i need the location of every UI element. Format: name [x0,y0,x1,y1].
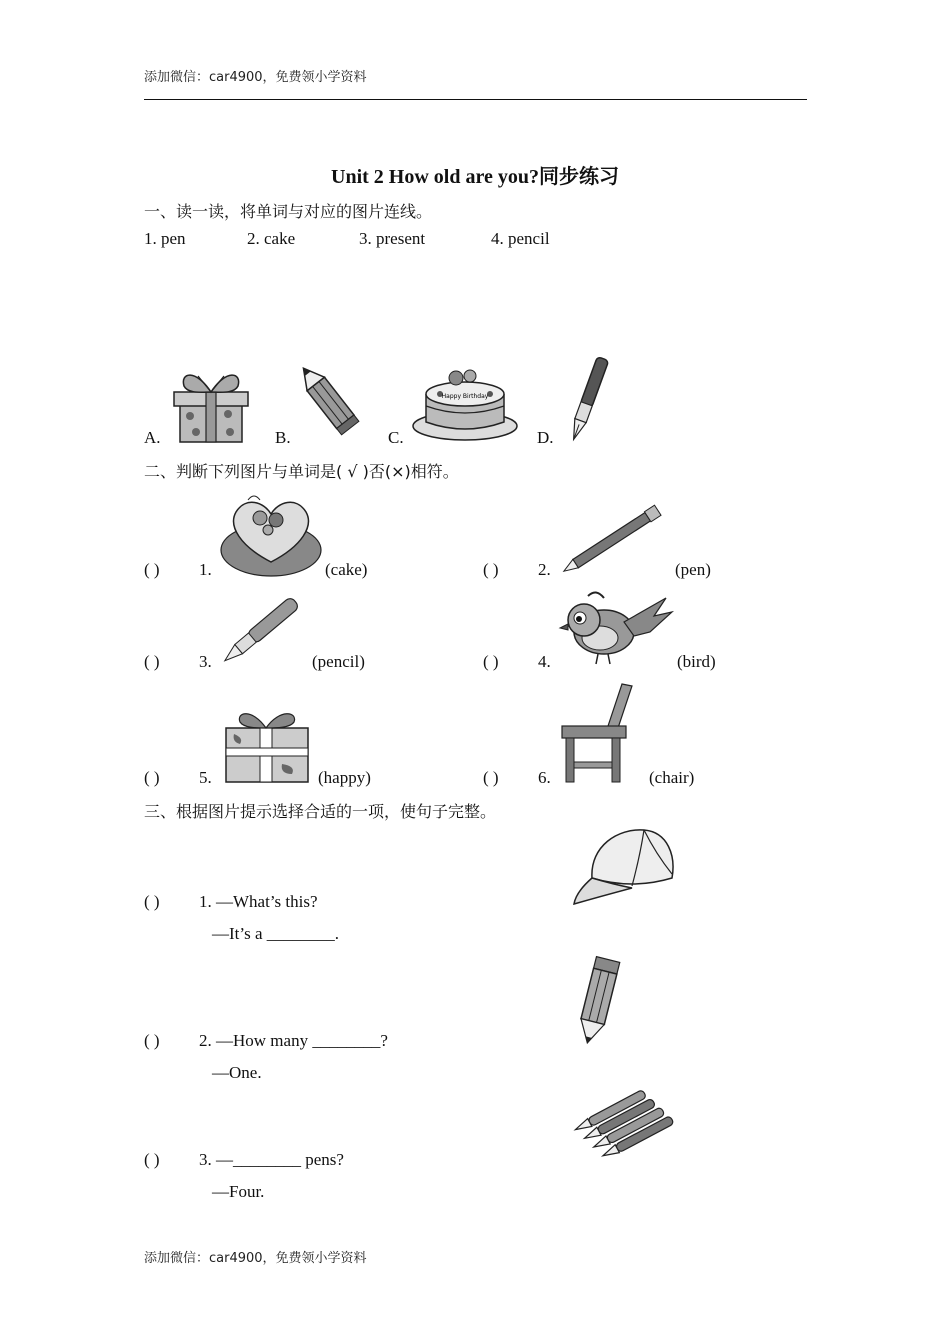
header-note: 添加微信：car4900，免费领小学资料 [144,70,367,85]
item-number: 3. [199,652,212,671]
word-label: (happy) [318,768,371,787]
section1-heading: 一、读一读，将单词与对应的图片连线。 [144,202,433,221]
item-number: 5. [199,768,212,787]
word-pen: 1. pen [144,229,186,248]
answer-paren[interactable]: ( ) [483,768,499,787]
word-present: 3. present [359,229,426,248]
answer-paren[interactable]: ( ) [144,1150,160,1169]
word-label: (chair) [649,768,695,787]
section2-heading: 二、判断下列图片与单词是( √ )否(×)相符。 [144,462,459,481]
four-pens-image [572,1090,670,1166]
question-line: 1. —What’s this? [199,892,318,911]
label-b: B. [275,428,291,447]
answer-paren[interactable]: ( ) [483,560,499,579]
answer-paren[interactable]: ( ) [483,652,499,671]
answer-paren[interactable]: ( ) [144,560,160,579]
heart-cake-image [220,490,322,578]
cake-image [412,364,518,444]
present-image [166,364,252,444]
word-label: (pencil) [312,652,365,671]
answer-line: —One. [212,1063,262,1082]
answer-line: —Four. [212,1182,265,1201]
label-a: A. [144,428,161,447]
word-label: (cake) [325,560,368,579]
word-label: (bird) [677,652,716,671]
page-title: Unit 2 How old are you?同步练习 [331,166,619,188]
fountain-pen-image [218,592,308,668]
bird-image [558,588,674,668]
word-label: (pen) [675,560,711,579]
item-number: 6. [538,768,551,787]
answer-paren[interactable]: ( ) [144,768,160,787]
word-pencil: 4. pencil [491,229,550,248]
label-d: D. [537,428,554,447]
pencil-image [572,952,622,1048]
cake-inscription: Happy Birthday [441,393,489,400]
header-rule [144,99,807,100]
word-cake: 2. cake [247,229,296,248]
answer-paren[interactable]: ( ) [144,892,160,911]
question-line: 3. —________ pens? [199,1150,344,1169]
label-c: C. [388,428,404,447]
item-number: 1. [199,560,212,579]
gift-box-image [220,708,314,784]
fountain-pen-image [560,354,616,446]
long-pencil-image [560,500,670,576]
answer-line: —It’s a ________. [212,924,340,943]
item-number: 4. [538,652,551,671]
question-line: 2. —How many ________? [199,1031,388,1050]
footer-note: 添加微信：car4900，免费领小学资料 [144,1251,367,1266]
section3-heading: 三、根据图片提示选择合适的一项，使句子完整。 [144,802,497,821]
answer-paren[interactable]: ( ) [144,652,160,671]
chair-image [560,684,644,784]
pencil-image [296,368,370,444]
cap-image [572,826,676,908]
item-number: 2. [538,560,551,579]
answer-paren[interactable]: ( ) [144,1031,160,1050]
